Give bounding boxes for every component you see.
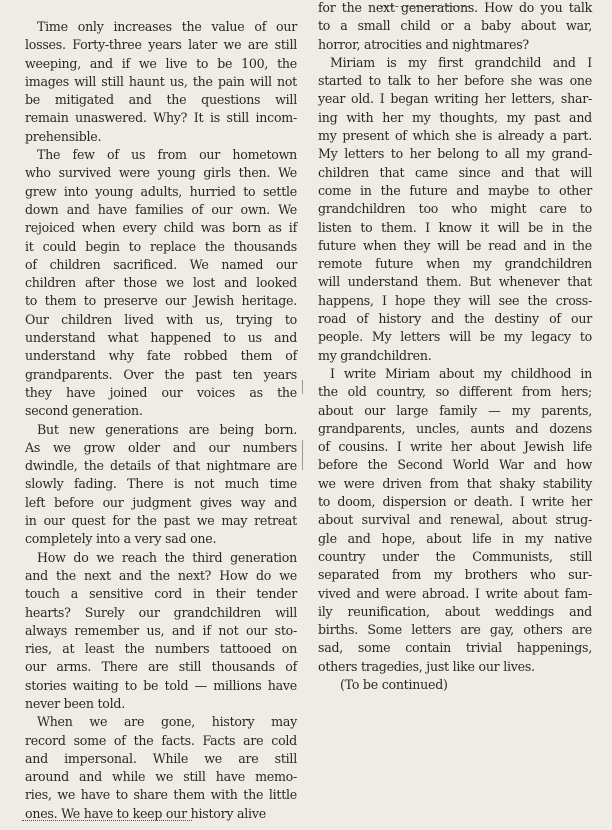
- text-line: they have joined our voices as the: [25, 384, 297, 400]
- text-line: separated from my brothers who sur-: [318, 567, 592, 583]
- text-line: second generation.: [25, 403, 143, 419]
- text-line: to a small child or a baby about war,: [318, 18, 592, 34]
- text-line: But new generations are being born.: [37, 421, 297, 437]
- text-line: my present of which she is already a part.: [318, 128, 592, 144]
- text-line: the old country, so different from hers;: [318, 384, 592, 400]
- text-line: about survival and renewal, about strug-: [318, 512, 592, 528]
- text-line: others tragedies, just like our lives.: [318, 658, 535, 674]
- text-line: down and have families of our own. We: [25, 201, 297, 217]
- text-line: never been told.: [25, 695, 125, 711]
- text-line: touch a sensitive cord in their tender: [25, 586, 297, 602]
- text-line: of cousins. I write her about Jewish life: [318, 439, 592, 455]
- text-line: will understand them. But whenever that: [318, 274, 592, 290]
- text-line: to doom, dispersion or death. I write her: [318, 494, 592, 510]
- text-line: ries, at least the numbers tattooed on: [25, 641, 297, 657]
- text-line: As we grow older and our numbers: [25, 439, 297, 455]
- text-line: Our children lived with us, trying to: [25, 311, 297, 327]
- paragraph: [318, 0, 592, 54]
- text-line: record some of the facts. Facts are cold: [25, 732, 297, 748]
- text-line: ones. We have to keep our history alive: [25, 805, 266, 821]
- text-line: images will still haunt us, the pain will not: [25, 73, 297, 89]
- text-line: listen to them. I know it will be in the: [318, 219, 592, 235]
- text-line: people. My letters will be my legacy to: [318, 329, 592, 345]
- paragraph: [25, 18, 297, 146]
- paragraph: [25, 421, 297, 549]
- text-line: my grandchildren.: [318, 347, 432, 363]
- text-line: children after those we lost and looked: [25, 275, 297, 291]
- text-line: grew into young adults, hurried to settle: [25, 183, 297, 199]
- text-line: our arms. There are still thousands of: [25, 659, 297, 675]
- text-line: who survived were young girls then. We: [25, 165, 297, 181]
- column-mark: [302, 380, 303, 394]
- text-line: happens, I hope they will see the cross-: [318, 292, 592, 308]
- text-line: Miriam is my first grandchild and I: [330, 54, 592, 70]
- text-line: grandparents, uncles, aunts and dozens: [318, 420, 592, 436]
- text-line: sad, some contain trivial happenings,: [318, 640, 592, 656]
- right-column: [318, 0, 592, 694]
- text-line: How do we reach the third generation: [37, 549, 297, 565]
- text-line: of children sacrificed. We named our: [25, 256, 297, 272]
- text-line: around and while we still have memo-: [25, 769, 297, 785]
- text-line: for the next generations. How do you talk: [318, 0, 592, 15]
- paragraph: [25, 146, 297, 420]
- text-line: rejoiced when every child was born as if: [25, 220, 297, 236]
- text-line: losses. Forty-three years later we are still: [25, 37, 297, 53]
- text-line: road of history and the destiny of our: [318, 311, 592, 327]
- text-line: I write Miriam about my childhood in: [330, 365, 592, 381]
- text-line: stories waiting to be told — millions have: [25, 677, 297, 693]
- text-line: always remember us, and if not our sto-: [25, 622, 297, 638]
- text-line: grandparents. Over the past ten years: [25, 366, 297, 382]
- text-line: left before our judgment gives way and: [25, 494, 297, 510]
- text-line: and the next and the next? How do we: [25, 567, 297, 583]
- paragraph: [25, 713, 297, 823]
- text-line: to them to preserve our Jewish heritage.: [25, 293, 297, 309]
- text-line: remote future when my grandchildren: [318, 256, 592, 272]
- text-line: Time only increases the value of our: [37, 19, 297, 34]
- text-line: prehensible.: [25, 128, 102, 144]
- text-line: slowly fading. There is not much time: [25, 476, 297, 492]
- bottom-rule: [22, 820, 192, 821]
- text-line: My letters to her belong to all my grand-: [318, 146, 592, 162]
- to-be-continued: (To be continued): [340, 676, 448, 692]
- text-line: The few of us from our hometown: [37, 147, 297, 163]
- text-line: grandchildren too who might care to: [318, 201, 592, 217]
- paragraph: [318, 54, 592, 365]
- paragraph: [25, 549, 297, 714]
- text-line: remain unaswered. Why? It is still incom-: [25, 110, 297, 126]
- paragraph: [318, 365, 592, 676]
- text-line: ily reunification, about weddings and: [318, 603, 592, 619]
- text-line: about our large family — my parents,: [318, 402, 592, 418]
- right-paragraphs: [318, 0, 592, 676]
- text-line: children that came since and that will: [318, 164, 592, 180]
- text-line: and impersonal. While we are still: [25, 750, 297, 766]
- text-line: be mitigated and the questions will: [25, 92, 297, 108]
- text-line: it could begin to replace the thousands: [25, 238, 297, 254]
- text-line: year old. I began writing her letters, shar-: [318, 91, 592, 107]
- text-line: horror, atrocities and nightmares?: [318, 36, 529, 52]
- text-line: started to talk to her before she was one: [318, 73, 592, 89]
- text-line: births. Some letters are gay, others are: [318, 622, 592, 638]
- text-line: before the Second World War and how: [318, 457, 592, 473]
- text-line: future when they will be read and in the: [318, 237, 592, 253]
- text-line: When we are gone, history may: [37, 714, 297, 730]
- left-column: [25, 18, 297, 823]
- text-line: understand why fate robbed them of: [25, 348, 297, 364]
- text-line: hearts? Surely our grandchildren will: [25, 604, 297, 620]
- text-line: in our quest for the past we may retreat: [25, 513, 297, 529]
- text-line: country under the Communists, still: [318, 548, 592, 564]
- text-line: gle and hope, about life in my native: [318, 530, 592, 546]
- text-line: weeping, and if we live to be 100, the: [25, 55, 297, 71]
- text-line: vived and were abroad. I write about fam-: [318, 585, 592, 601]
- text-line: come in the future and maybe to other: [318, 182, 592, 198]
- text-line: completely into a very sad one.: [25, 531, 217, 547]
- text-line: ing with her my thoughts, my past and: [318, 109, 592, 125]
- text-line: we were driven from that shaky stability: [318, 475, 592, 491]
- column-mark: [302, 440, 303, 470]
- text-line: understand what happened to us and: [25, 330, 297, 346]
- text-line: ries, we have to share them with the little: [25, 787, 297, 803]
- text-line: dwindle, the details of that nightmare are: [25, 458, 297, 474]
